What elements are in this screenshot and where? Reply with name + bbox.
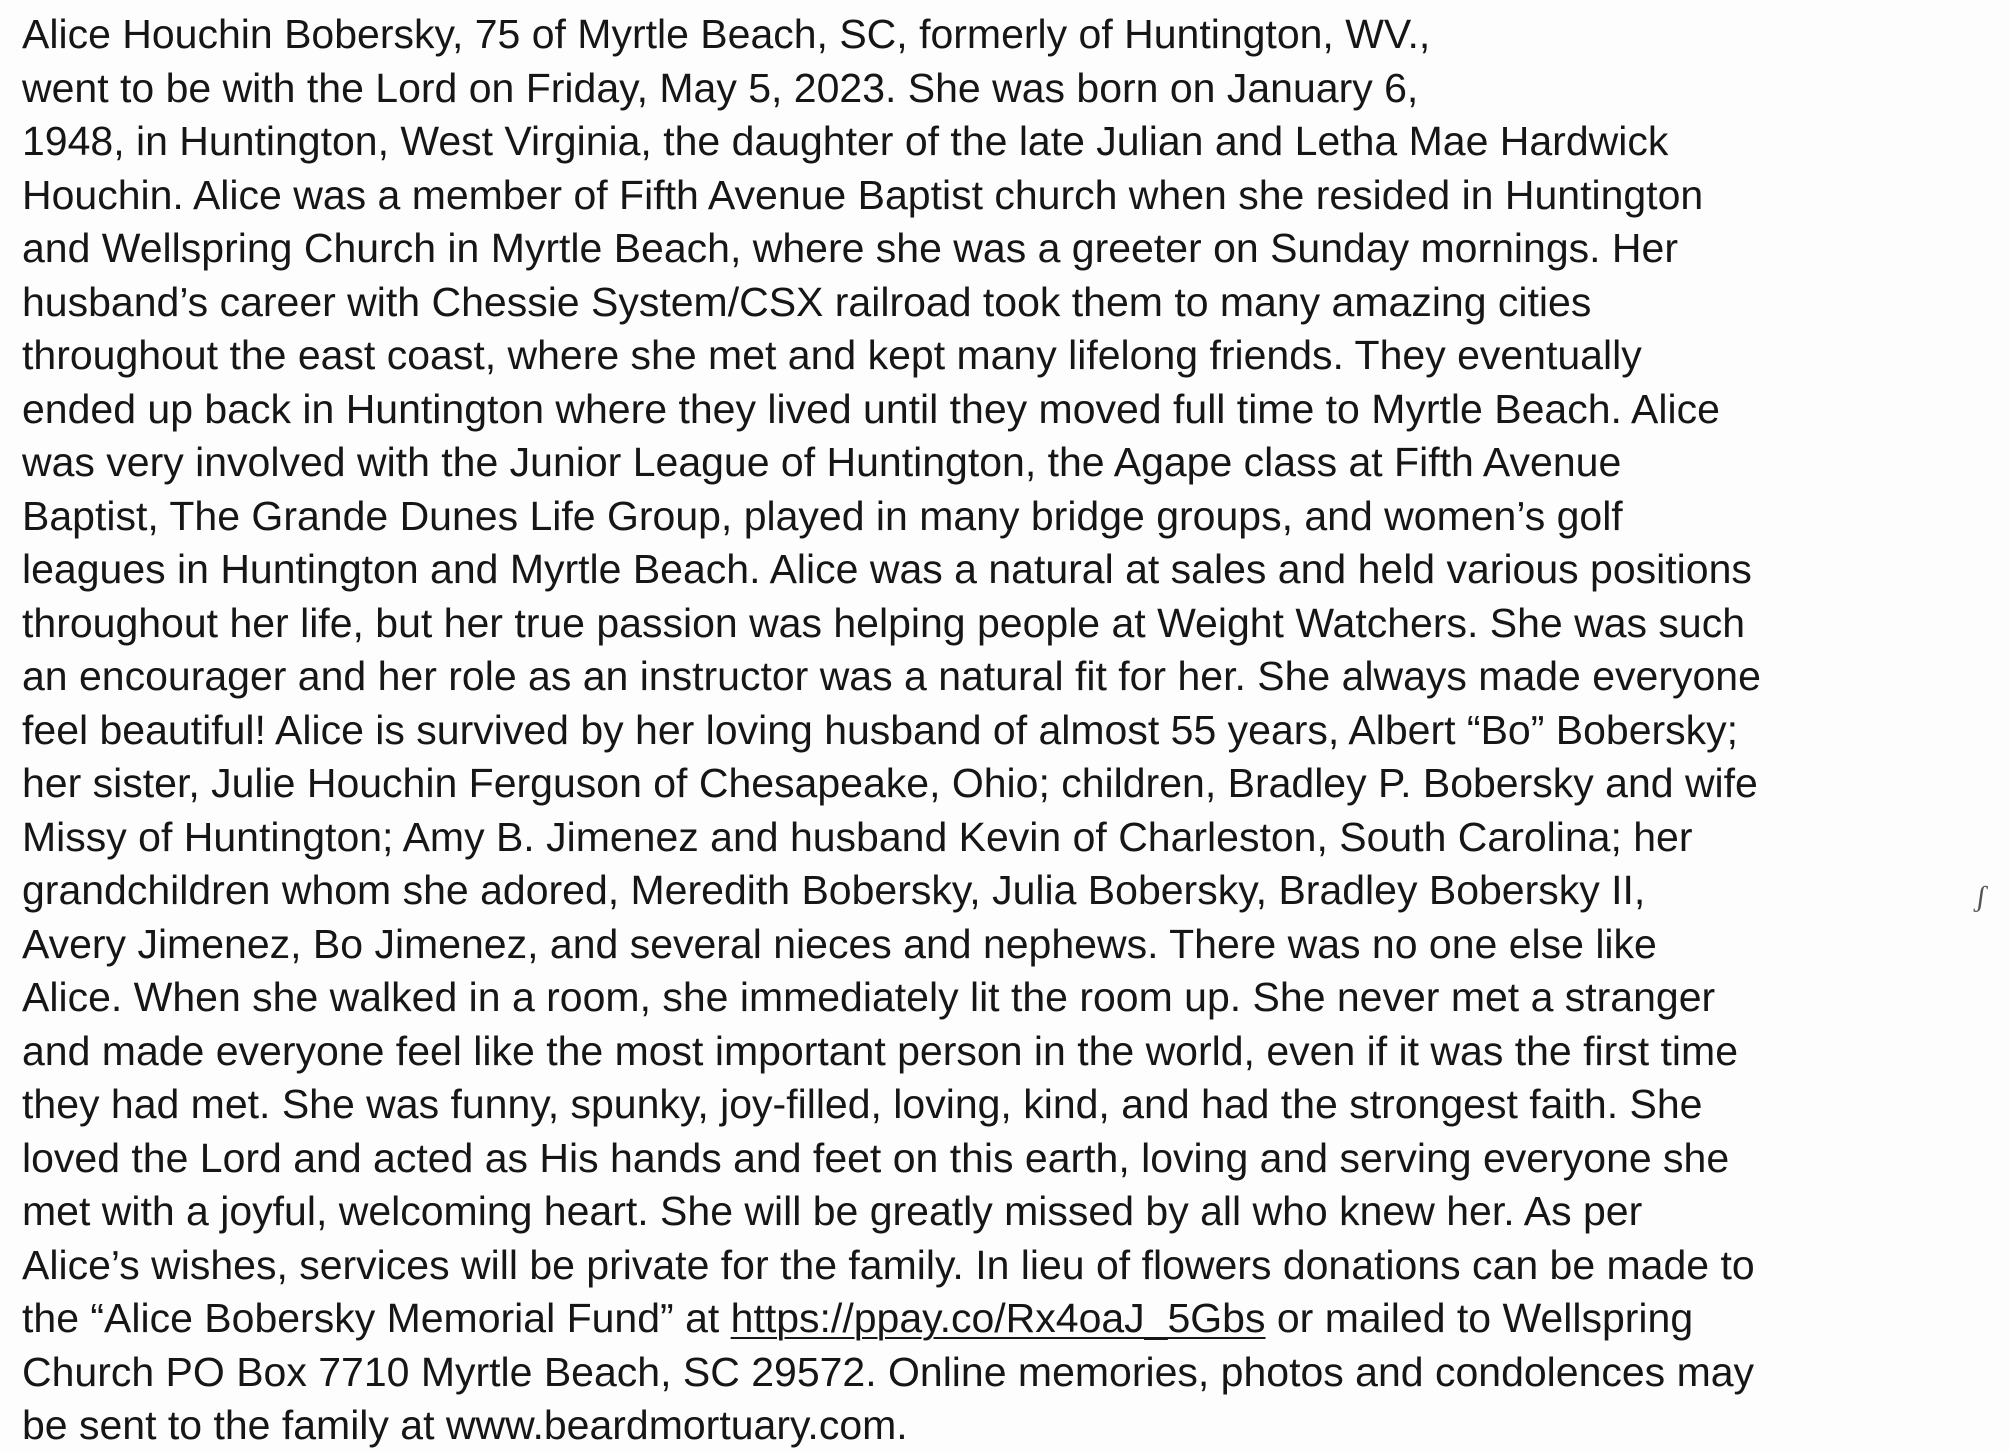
text-line: Alice’s wishes, services will be private for the family. In lieu of flowers donations can be made to [22, 1241, 1755, 1288]
fund-text-before: the “Alice Bobersky Memorial Fund” at [22, 1295, 731, 1341]
donation-link[interactable]: https://ppay.co/Rx4oaJ_5Gbs [730, 1295, 1266, 1341]
text-line: be sent to the family at www.beardmortuary.com. [22, 1402, 908, 1448]
text-line: her sister, Julie Houchin Ferguson of Chesapeake, Ohio; children, Bradley P. Bobersky and wife [22, 760, 1758, 806]
text-line: met with a joyful, welcoming heart. She will be greatly missed by all who knew her. As per [22, 1188, 1643, 1234]
text-line: leagues in Huntington and Myrtle Beach. Alice was a natural at sales and held various positions [22, 546, 1752, 592]
text-line: Alice Houchin Bobersky, 75 of Myrtle Beach, SC, formerly of Huntington, WV., [22, 11, 1431, 57]
fund-line [22, 1292, 2007, 1346]
text-line: Church PO Box 7710 Myrtle Beach, SC 29572. Online memories, photos and condolences may [22, 1348, 1755, 1395]
text-line: an encourager and her role as an instructor was a natural fit for her. She always made everyone [22, 653, 1761, 699]
text-line: throughout the east coast, where she met and kept many lifelong friends. They eventually [22, 332, 1642, 378]
text-line: and Wellspring Church in Myrtle Beach, where she was a greeter on Sunday mornings. Her [22, 225, 1678, 271]
text-line: went to be with the Lord on Friday, May 5, 2023. She was born on January 6, [22, 64, 1419, 111]
text-line: feel beautiful! Alice is survived by her loving husband of almost 55 years, Albert “Bo” Bobersky; [22, 706, 1739, 753]
text-line: Alice. When she walked in a room, she immediately lit the room up. She never met a stranger [22, 974, 1716, 1020]
text-line: Houchin. Alice was a member of Fifth Avenue Baptist church when she resided in Huntington [22, 171, 1704, 218]
text-line: 1948, in Huntington, West Virginia, the daughter of the late Julian and Letha Mae Hardwick [22, 118, 1669, 164]
text-line: grandchildren whom she adored, Meredith Bobersky, Julia Bobersky, Bradley Bobersky II, [22, 867, 1646, 913]
text-line: Missy of Huntington; Amy B. Jimenez and husband Kevin of Charleston, South Carolina; her [22, 813, 1693, 860]
text-line: husband’s career with Chessie System/CSX railroad took them to many amazing cities [22, 278, 1592, 325]
text-line: throughout her life, but her true passion was helping people at Weight Watchers. She was such [22, 599, 1746, 646]
fund-text-after: or mailed to Wellspring [1265, 1295, 1694, 1341]
text-line: Baptist, The Grande Dunes Life Group, played in many bridge groups, and women’s golf [22, 492, 1623, 539]
text-line: was very involved with the Junior League of Huntington, the Agape class at Fifth Avenue [22, 439, 1622, 485]
obituary-text [22, 8, 2007, 1453]
text-line: and made everyone feel like the most important person in the world, even if it was the first time [22, 1027, 1738, 1074]
text-line: Avery Jimenez, Bo Jimenez, and several nieces and nephews. There was no one else like [22, 920, 1657, 967]
text-line: they had met. She was funny, spunky, joy-filled, loving, kind, and had the strongest faith. She [22, 1081, 1703, 1127]
text-line: ended up back in Huntington where they lived until they moved full time to Myrtle Beach. Alice [22, 385, 1720, 432]
scan-mark: ʃ [1973, 879, 1989, 914]
text-line: loved the Lord and acted as His hands and feet on this earth, loving and serving everyone she [22, 1134, 1730, 1181]
